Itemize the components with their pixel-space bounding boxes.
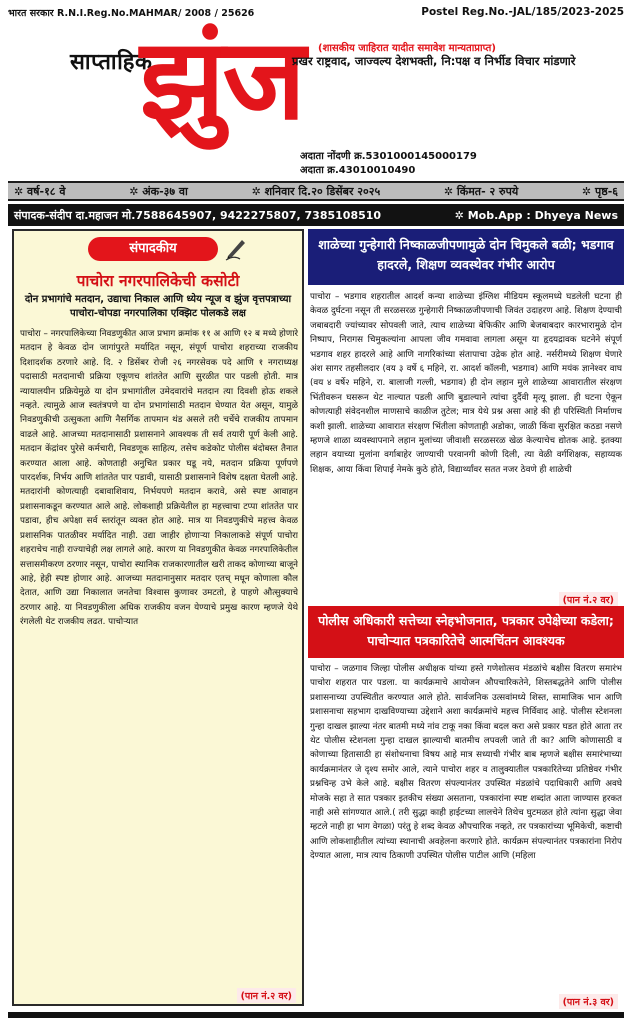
issue-info-strip <box>8 181 624 201</box>
mobile-app: ✲ Mob.App : Dhyeya News <box>454 208 618 222</box>
issue-date: ✲ शनिवार दि.२० डिसेंबर २०२५ <box>251 184 381 198</box>
editor-strip <box>8 204 624 226</box>
issue-year: ✲ वर्ष-१८ वे <box>14 184 66 198</box>
article-school-negligence-headline[interactable]: शाळेच्या गुन्हेगारी निष्काळजीपणामुळे दोन चिमुकले बळी; भडगाव हादरले, शिक्षण व्यवस्थेवर गंभीर आरोप <box>308 229 624 285</box>
editorial-body: पाचोरा – नगरपालिकेच्या निवडणुकीत आज प्रभाग क्रमांक ११ अ आणि १२ ब मध्ये होणारे मतदान हे केवळ दोन जागांपुरते मर्यादित नसून, संपूर्ण पाचोरा शहराच्या राजकीय दिशादर्शक ठरणारे आहे. दि. २ डिसेंबर रोजी २६ नगरसेवक पदे आणि १ नगराध्यक्ष पदासाठी मतदानाची प्रक्रिया एकूणच शांततेत आणि सुरळीत पार पडली होती. मात्र न्यायालयीन प्रक्रियेमुळे या दोन प्रभागांतील उमेदवारांचे मतदान त्या दिवशी होऊ शकले नव्हते. त्यामुळे आज स्वतंत्रपणे या दोन प्रभागांसाठी मतदान घेण्यात येत असून, यामुळे निवडणुकीची उत्सुकता आणि नैसर्गिक तापमान थंड असले तरी चर्चेचे राजकीय तापमान वाढले आहे. आजच्या मतदानासाठी प्रशासनाने आवश्यक ती सर्व तयारी पूर्ण केली आहे. मतदान केंद्रांवर पुरेसे कर्मचारी, निवडणूक साहित्य, तसेच कडेकोट पोलीस बंदोबस्त तैनात करण्यात आला आहे. कोणताही अनुचित प्रकार घडू नये, मतदान प्रक्रिया पूर्णपणे पारदर्शक, निर्भय आणि शांततेत पार पडावी, यासाठी प्रशासनाने विशेष दक्षता घेतली आहे. मतदारांनी कोणत्याही दबावाशिवाय, निर्भयपणे मतदान करावे, असे स्पष्ट आवाहन प्रशासनाकडून करण्यात आले आहे. लोकशाही प्रक्रियेतील हा महत्त्वाचा टप्पा शांततेत पार पडावा, हीच अपेक्षा सर्व स्तरांतून व्यक्त होत आहे. मात्र या निवडणुकीचे महत्त्व केवळ प्रशासनिक पातळीवर मर्यादित नाही. उद्या जाहीर होणाऱ्या निकालाकडे संपूर्ण पाचोरा शहराचेच नाही राज्याचेही लक्ष लागले आहे. कारण या निवडणुकीत केवळ नगरपालिकेतील सत्तासमीकरण ठरणार नसून, पाचोरा स्थानिक राजकारणातील खरी ताकद कोणाच्या बाजूने आहे, हेही स्पष्ट होणार आहे. आजच्या मतदानानुसार मतदार एतच् मधून कोणाला कौल देतात, आणि उद्या निकालात जनतेचा विश्वास कुणावर उमटतो, हे पाहणे औत्सुक्याचे ठरणार आहे. या निवडणुकीला अधिक राजकीय वजन येण्याचे प्रमुख कारण म्हणजे येथे रंगलेली थेट राजकीय लढत. पाचोऱ्यात <box>20 329 298 628</box>
issue-number: ✲ अंक-३७ वा <box>129 184 188 198</box>
pen-icon <box>224 235 250 261</box>
rni-registration: भारत सरकार R.N.I.Reg.No.MAHMAR/ 2008 / 25626 <box>8 8 255 19</box>
payee-number: अदाता क्र.43010010490 <box>300 165 416 176</box>
editorial-headline: पाचोरा नगरपालिकेची कसोटी <box>76 272 240 290</box>
article-police-journalism-continued-link[interactable]: (पान नं.३ वर) <box>559 994 618 1009</box>
masthead-title: झुंज <box>140 14 304 145</box>
payee-registration-number: अदाता नोंदणी क्र.5301000145000179 <box>300 151 477 162</box>
tagline-main: प्रखर राष्ट्रवाद, जाज्वल्य देशभक्ती, नि:पक्ष व निर्भीड विचार मांडणारे <box>292 54 576 68</box>
editorial-label: संपादकीय <box>88 237 218 261</box>
postal-registration: Postel Reg.No.-JAL/185/2023-2025 <box>421 6 624 18</box>
issue-price: ✲ किंमत- २ रुपये <box>443 184 519 198</box>
page-count: ✲ पृष्ठ-६ <box>581 184 618 198</box>
editorial-continued-link[interactable]: (पान नं.२ वर) <box>237 988 296 1003</box>
article-police-journalism-headline[interactable]: पोलीस अधिकारी सत्तेच्या स्नेहभोजनात, पत्रकार उपेक्षेच्या कडेला; पाचोऱ्यात पत्रकारितेचे आत्मचिंतन आवश्यक <box>308 606 624 658</box>
tagline-recognition: (शासकीय जाहिरात यादीत समावेश मान्यताप्राप्त) <box>318 43 496 54</box>
editorial-section <box>12 229 304 1006</box>
editor-contact: संपादक-संदीप दा.महाजन मो.7588645907, 9422275807, 7385108510 <box>14 208 382 222</box>
weekly-label: साप्ताहिक <box>70 50 153 75</box>
article-police-journalism-body: पाचोरा – जळगाव जिल्हा पोलीस अधीक्षक यांच्या हस्ते गणेशोत्सव मंडळांचे बक्षीस वितरण समारंभ पाचोरा शहरात पार पडला. या कार्यक्रमाचे आयोजन औपचारिकतेने, शिस्तबद्धतेने आणि पोलीस प्रशासनाच्या उपस्थितीत करण्यात आले होते. सार्वजनिक उत्सवांमध्ये शिस्त, सामाजिक भान आणि प्रशासनाचा सहभाग दाखविण्याच्या उद्देशाने अशा कार्यक्रमांचे महत्त्व निर्विवाद आहे. पोलीस स्टेशनला गुन्हा दाखल झाल्या नंतर बातमी मध्ये नांव टाकू नका किंवा बदल करा असे प्रकार घडत होते आता तर थेट पोलीस स्टेशनला गुन्हा दाखल झाल्याची बातमीच लपवली जाते ती का? आणि कोणासाठी व कोणाच्या हितासाठी हा संशोधनाचा विषय आहे मात्र सध्याची गंभीर बाब म्हणजे बक्षीस समारंभाच्या कार्यक्रमानंतर जे दृश्य समोर आले, त्याने पाचोरा शहर व तालुक्यातील पत्रकारितेच्या प्रतिष्ठेवर गंभीर प्रश्नचिन्ह उभे केले आहे. बक्षीस वितरण संपल्यानंतर उपस्थित मंडळांचे पदाधिकारी आणि अवघे मोजके सहा ते सात पत्रकार इतकीच संख्या असताना, पत्रकारांना स्पष्ट शब्दांत आता जाण्यास हरकत नाही असे सांगण्यात आले.( तरी सुद्धा काही हाईटच्या लालचेने तिथेच घुटमळत होते त्यांना सुद्धा जेवा म्हटले नाही हा भाग वेगळा) परंतु हे शब्द केवळ औपचारिक नव्हते, तर पत्रकारांच्या भूमिकेची, कष्टाची आणि लोकशाहीतील त्यांच्या स्थानाची अवहेलना करणारे होते. कार्यक्रम संपल्यानंतर पत्रकारांना निरोप देण्यात आला, मात्र त्याच ठिकाणी उपस्थित पोलीस पाटील आणि (महिला <box>310 664 622 862</box>
article-school-negligence-continued-link[interactable]: (पान नं.२ वर) <box>559 592 618 607</box>
bottom-rule <box>8 1012 624 1018</box>
article-school-negligence-body: पाचोरा – भडगाव शहरातील आदर्श कन्या शाळेच्या इंग्लिश मीडियम स्कूलमध्ये घडलेली घटना ही केवळ दुर्घटना नसून ती सरळसरळ गुन्हेगारी निष्काळजीपणाची जिवंत उदाहरण आहे. शिक्षण देण्याची जबाबदारी ज्यांच्यावर सोपवली जाते, त्याच शाळेच्या बेफिकीर आणि बेजबाबदार कारभारामुळे दोन निष्पाप, निरागस चिमुकल्यांना आपला जीव गमवावा लागला असून या हृदयद्रावक घटनेने संपूर्ण भडगाव शहर हादरले आहे आणि नागरिकांच्या संतापाचा उद्रेक होत आहे. नर्सरीमध्ये शिक्षण घेणारे अंश सागर तहसीलदार (वय ३ वर्षे ६ महिने, रा. आदर्श कॉलनी, भडगाव) आणि मयंक ज्ञानेश्वर वाघ (वय ४ वर्षे२ महिने, रा. बालाजी गल्ली, भडगाव) ही दोन लहान मुले शाळेच्या आवारातील संरक्षण भिंतीवरून घसरून थेट नाल्यात पडली आणि बुडाल्याने त्यांचा दुर्दैवी मृत्यू झाला. ही घटना ऐकून कोणत्याही संवेदनशील माणसाचे काळीज तुटेल; मात्र येथे प्रश्न असा आहे की ही परिस्थिती निर्माणच कशी झाली. शाळेच्या आवारात संरक्षण भिंतीला कोणताही अडोका, जाळी किंवा सुरक्षित कठडा नसणे म्हणजे शाळा व्यवस्थापनाने लहान मुलांच्या जीवाशी सरळसरळ खेळ केल्याचेच द्योतक आहे. इतक्या लहान वयाच्या मुलांना वर्गाबाहेर जाण्याची परवानगी कोणी दिली, त्या वेळी वर्गशिक्षक, सहाय्यक शिक्षक, आया किंवा शिपाई नेमके कुठे होते, विद्यार्थ्यांवर सतत नजर ठेवणे ही शाळेची <box>310 292 622 475</box>
editorial-subheadline: दोन प्रभागांचे मतदान, उद्याचा निकाल आणि ध्येय न्यूज व झुंज वृत्तपत्राच्या पाचोरा-चोपडा नगरपालिका एक्झिट पोलकडे लक्ष <box>24 294 292 319</box>
